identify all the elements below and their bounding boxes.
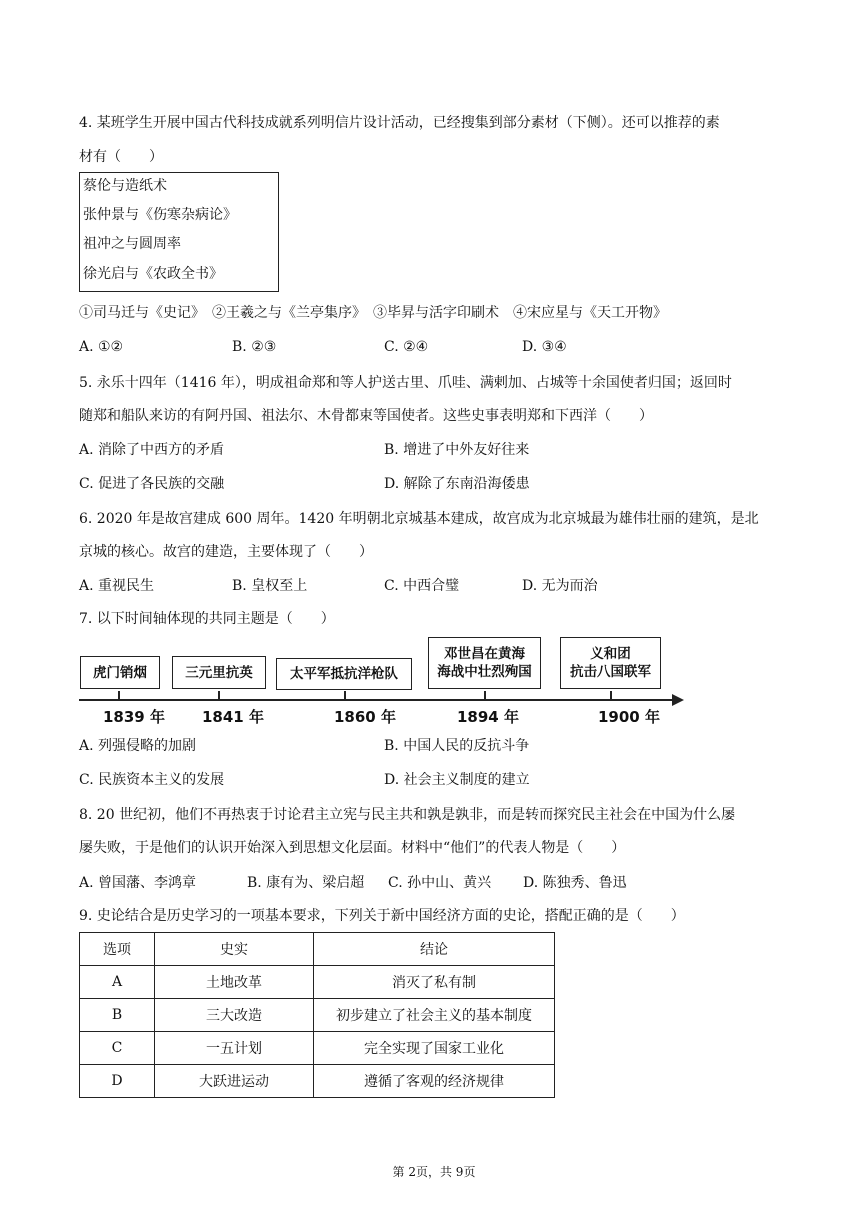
q9-table: [79, 932, 555, 1098]
q4-choices: ①司马迁与《史记》 ②王羲之与《兰亭集序》 ③毕昇与活字印刷术 ④宋应星与《天工开物》: [79, 305, 667, 321]
table-header-cell: 结论: [314, 933, 555, 966]
timeline-event-label: 义和团: [590, 646, 631, 662]
timeline-year: 1894 年: [457, 708, 519, 726]
q6-option-b[interactable]: B. 皇权至上: [232, 578, 308, 594]
q7-option-d[interactable]: D. 社会主义制度的建立: [384, 772, 530, 788]
q8-option-a[interactable]: A. 曾国藩、李鸿章: [79, 875, 197, 891]
table-cell: 土地改革: [155, 966, 314, 999]
q8-option-d[interactable]: D. 陈独秀、鲁迅: [523, 875, 627, 891]
q4-stem-line2: 材有（ ）: [79, 149, 163, 165]
q7-option-a[interactable]: A. 列强侵略的加剧: [79, 738, 197, 754]
q8-stem-line2: 屡失败，于是他们的认识开始深入到思想文化层面。材料中“他们”的代表人物是（ ）: [79, 840, 626, 856]
q4-option-a[interactable]: A. ①②: [79, 339, 124, 355]
table-cell: 消灭了私有制: [314, 966, 555, 999]
timeline-event-label: 太平军抵抗洋枪队: [290, 666, 398, 682]
q5-option-b[interactable]: B. 增进了中外友好往来: [384, 442, 530, 458]
q4-material-item: 张仲景与《伤寒杂病论》: [83, 207, 237, 223]
q4-material-item: 蔡伦与造纸术: [83, 178, 167, 194]
table-header-cell: 选项: [80, 933, 155, 966]
q5-stem-line1: 5. 永乐十四年（1416 年），明成祖命郑和等人护送古里、爪哇、满剌加、占城等十余国使者归国；返回时: [79, 375, 732, 391]
timeline-tick: [484, 691, 486, 700]
timeline-axis: [79, 699, 675, 701]
q6-stem-line2: 京城的核心。故宫的建造，主要体现了（ ）: [79, 544, 373, 560]
table-cell: 三大改造: [155, 999, 314, 1032]
timeline-event-box: [560, 637, 661, 689]
table-header-row: [80, 933, 555, 966]
q4-option-d[interactable]: D. ③④: [522, 339, 567, 355]
timeline-event-label: 三元里抗英: [185, 664, 253, 681]
q4-stem-line1: 4. 某班学生开展中国古代科技成就系列明信片设计活动，已经搜集到部分素材（下侧）。还可以推荐的素: [79, 115, 720, 131]
timeline-event-box: [428, 637, 541, 689]
page-footer: 第 2页，共 9页: [392, 1165, 476, 1179]
q4-material-item: 祖冲之与圆周率: [83, 236, 181, 252]
q4-material-box: [79, 172, 279, 292]
q8-stem-line1: 8. 20 世纪初，他们不再热衷于讨论君主立宪与民主共和孰是孰非，而是转而探究民主社会在中国为什么屡: [79, 807, 736, 823]
timeline-year: 1860 年: [334, 708, 396, 726]
q5-option-a[interactable]: A. 消除了中西方的矛盾: [79, 442, 225, 458]
timeline-event-box: [276, 658, 412, 690]
timeline-year: 1841 年: [202, 708, 264, 726]
table-cell: A: [80, 966, 155, 999]
table-header-cell: 史实: [155, 933, 314, 966]
q4-option-b[interactable]: B. ②③: [232, 339, 277, 355]
timeline-tick: [344, 691, 346, 700]
table-cell: 完全实现了国家工业化: [314, 1032, 555, 1065]
q6-option-a[interactable]: A. 重视民生: [79, 578, 155, 594]
table-cell: D: [80, 1065, 155, 1098]
timeline-tick: [218, 691, 220, 700]
timeline-tick: [610, 691, 612, 700]
table-cell: B: [80, 999, 155, 1032]
q5-option-c[interactable]: C. 促进了各民族的交融: [79, 476, 225, 492]
table-row: [80, 966, 555, 999]
timeline-event-label: 海战中壮烈殉国: [437, 664, 532, 680]
q6-option-c[interactable]: C. 中西合璧: [384, 578, 460, 594]
timeline-year: 1900 年: [598, 708, 660, 726]
q4-option-c[interactable]: C. ②④: [384, 339, 429, 355]
timeline-year: 1839 年: [103, 708, 165, 726]
timeline-event-box: [172, 656, 266, 689]
table-cell: 一五计划: [155, 1032, 314, 1065]
q4-material-item: 徐光启与《农政全书》: [83, 266, 223, 282]
timeline-event-box: [80, 656, 160, 689]
q9-stem: 9. 史论结合是历史学习的一项基本要求，下列关于新中国经济方面的史论，搭配正确的是（ ）: [79, 908, 685, 924]
table-cell: 初步建立了社会主义的基本制度: [314, 999, 555, 1032]
table-cell: 大跃进运动: [155, 1065, 314, 1098]
timeline-event-label: 抗击八国联军: [570, 664, 651, 680]
timeline-tick: [118, 691, 120, 700]
q8-option-c[interactable]: C. 孙中山、黄兴: [388, 875, 492, 891]
q6-option-d[interactable]: D. 无为而治: [522, 578, 598, 594]
table-row: [80, 1032, 555, 1065]
q7-option-c[interactable]: C. 民族资本主义的发展: [79, 772, 225, 788]
arrow-right-icon: [672, 694, 684, 706]
q5-option-d[interactable]: D. 解除了东南沿海倭患: [384, 476, 530, 492]
table-row: [80, 1065, 555, 1098]
q5-stem-line2: 随郑和船队来访的有阿丹国、祖法尔、木骨都束等国使者。这些史事表明郑和下西洋（ ）: [79, 408, 653, 424]
table-cell: 遵循了客观的经济规律: [314, 1065, 555, 1098]
q6-stem-line1: 6. 2020 年是故宫建成 600 周年。1420 年明朝北京城基本建成，故宫成为北京城最为雄伟壮丽的建筑，是北: [79, 511, 759, 527]
timeline-event-label: 邓世昌在黄海: [444, 646, 525, 662]
q7-option-b[interactable]: B. 中国人民的反抗斗争: [384, 738, 530, 754]
q8-option-b[interactable]: B. 康有为、梁启超: [247, 875, 365, 891]
q7-stem: 7. 以下时间轴体现的共同主题是（ ）: [79, 611, 335, 627]
table-row: [80, 999, 555, 1032]
table-cell: C: [80, 1032, 155, 1065]
timeline-event-label: 虎门销烟: [93, 664, 147, 681]
